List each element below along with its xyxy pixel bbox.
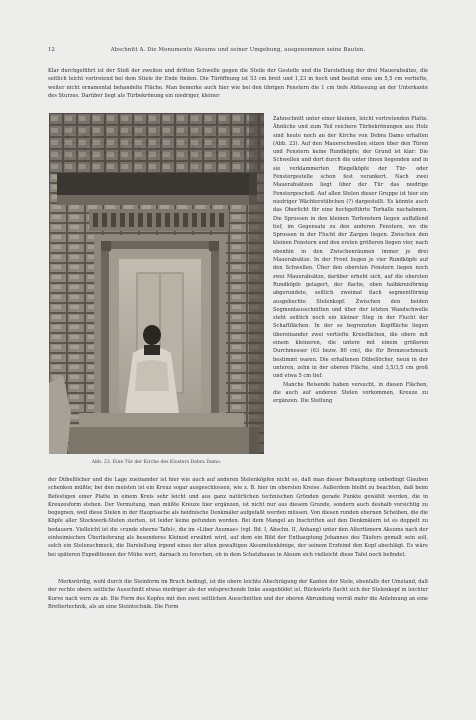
page-number: 12	[48, 47, 55, 53]
paragraph-last: Merkwürdig, wohl durch die Steinform im Bruch bedingt, ist die obere leichte Abschrägung der Kanten der Stele, ebenfalls der Umstand, daß der rechte obere seitliche Ausschnitt etwas niedriger als der entsprechende linke ausgebildet ist. Rückwärts flacht sich der Stelenkopf in leichter Kurve nach vorn zu ab. Die Form des Kopfes mit den zwei seitlichen Ausschnitten und der oberen Abrundung verrät mehr die Anlehnung an eine Brettertechnik, als an eine Steintechnik. Die Form	[48, 579, 428, 610]
paragraph-right-column	[273, 115, 428, 405]
running-title: Abschnitt A. Die Monumente Aksums und seiner Umgebung, ausgenommen seine Bauten.	[110, 47, 366, 53]
figure-caption: Abb. 23. Eine Tür der Kirche des Klosters Debra Damo.	[91, 460, 222, 465]
door-photograph-illustration	[49, 113, 264, 454]
paragraph-right-text: Zahnschnitt unter einer kleinen, leicht vortretenden Platte. Ähnliche und zum Teil reichere Türbekrönungen aus Holz sind heute noch an der Kirche von Debra Damo erhalten (Abb. 23). Auf den Mauerschwellen sitzen über den Türen und Fenstern keine Rundköpfe; der Grund ist klar: Die Schwellen und dort durch die unter ihnen liegenden und in sie verklammerten Riegelköpfe der Tür- oder Fenstergestelle schon fest verankert. Nach zwei Mauerabsätzen liegt über der Tür das niedrige Fenstergeschoß. Auf allen Stelen dieser Gruppe ist hier ein niedriger Wächterstübchen (?) dargestellt. Es könnte auch das Oberlicht für eine hochgeführte Torhalle nachahmen. Die Sprossen in den kleinen Torfenstern liegen auffallend tief, im Gegensatz zu den anderen Fenstern, wo die Sprossen in der Flucht der Zargen liegen. Zwischen den kleinen Fenstern und den ersten größeren liegen vier, nach obenhin in den Zwischenräumen immer je drei Mauerabsätze. In der Front liegen je vier Rundköpfe auf den Schwellen. Über den obersten Fenstern liegen noch zwei Mauerabsätze, darüber erhebt sich, auf die obersten Rundköpfe gelagert, der flache, oben halbkreisförmig abgerundete, seitlich zweimal flach segmentförmig ausgebuchte Stelenkopf. Zwischen den beiden Segmentausschnitten und über der letzten Wandschwelle steht seitlich noch ein kleiner Steg in der Flucht der Schaftflächen. In der so begrenzten Kopffläche liegen übereinander zwei vertiefte Kreisflächen, die obere mit einem kleineren, die untere mit einem größeren Durchmesser (63 bezw. 80 cm), die für Bronzeschmuck bestimmt waren. Die erhaltenen Dübellöcher, neun in der unteren, zehn in der oberen Fläche, sind 3,5/3,5 cm groß und etwa 5 cm tief.	[273, 116, 428, 380]
paragraph-top: Klar durchgeführt ist der Stoß der zweiten und dritten Schwelle gegen die Steile der Gestelle und die Darstellung der drei Mauerabsätze, die seitlich leicht vortretend bei dem Stiele ihr Ende finden. Die Türöffnung ist 53 cm breit und 1,23 m hoch und besitzt eine um 5,5 cm vertiefte, weiter nicht ornamental behandelte Fläche. Man bemerke auch hier wie bei den übrigen Fenstern die 1 cm tiefe Abfassung an der Unterkante des Sturzes. Darüber liegt als Türbekrönung ein niedriger, kleiner	[48, 68, 428, 99]
paragraph-bottom: der Dübellöcher und die Lage zueinander ist hier wie auch auf anderen Stelenköpfen nicht so, daß man dieser Behauptung unbedingt Glauben schenken müßte; bei den meisten ist ein Kreuz sogar ausgeschlossen, wie z. B. hier im obersten Kreise. Außerdem bleibt zu beachten, daß beim Befestigen einer Platte in einem Kreis sehr leicht und aus ganz natürlichen technischen Gründen gerade Punkte gewählt werden, die in Kreuzesform stehen. Der Vermutung, man müßte Kreuze hier ergänzen, ist nicht nur aus diesem Grunde, sondern auch deshalb vorsichtig zu begegnen, weil diese Stelen in der Hauptsache als heidnische Denkmäler aufgefaßt werden müssen. Von diesen runden ehernen Scheiben, die die Köpfe aller Stockwerk-Stelen zierten, ist leider keine gefunden worden. Bei dem Mangel an Inschriften auf den Denkmälern ist es doppelt zu bedauern. Vielleicht ist die »runde eherne Tafel«, die im »Liber Axumae« (vgl. Bd. I, Abschn. II, Anhang) unter den Altertümern Aksums nach der einheimischen Überlieferung als besonderes Kleinod erwähnt wird, auf dem ein Bild der Enthauptung Johannes des Täufers gemalt sein soll, solch ein Stelenschmuck, die Darstellung irgend eines der alten gewaltigen Aksumitenkönige, der seinem Erzfeind den Kopf abschlägt. Es wäre bei späteren Expeditionen der Mühe wert, darnach zu forschen, ob in dem Schatzhause in Aksum sich vielleicht diese Tafel noch befindet.	[48, 477, 428, 558]
page-header	[48, 47, 428, 59]
door-photograph	[49, 113, 264, 454]
paragraph-right-continuation: Manche Reisende haben versucht, in diesen Flächen, die auch auf anderen Stelen vorkommen, Kreuze zu ergänzen. Die Stellung	[273, 381, 428, 405]
